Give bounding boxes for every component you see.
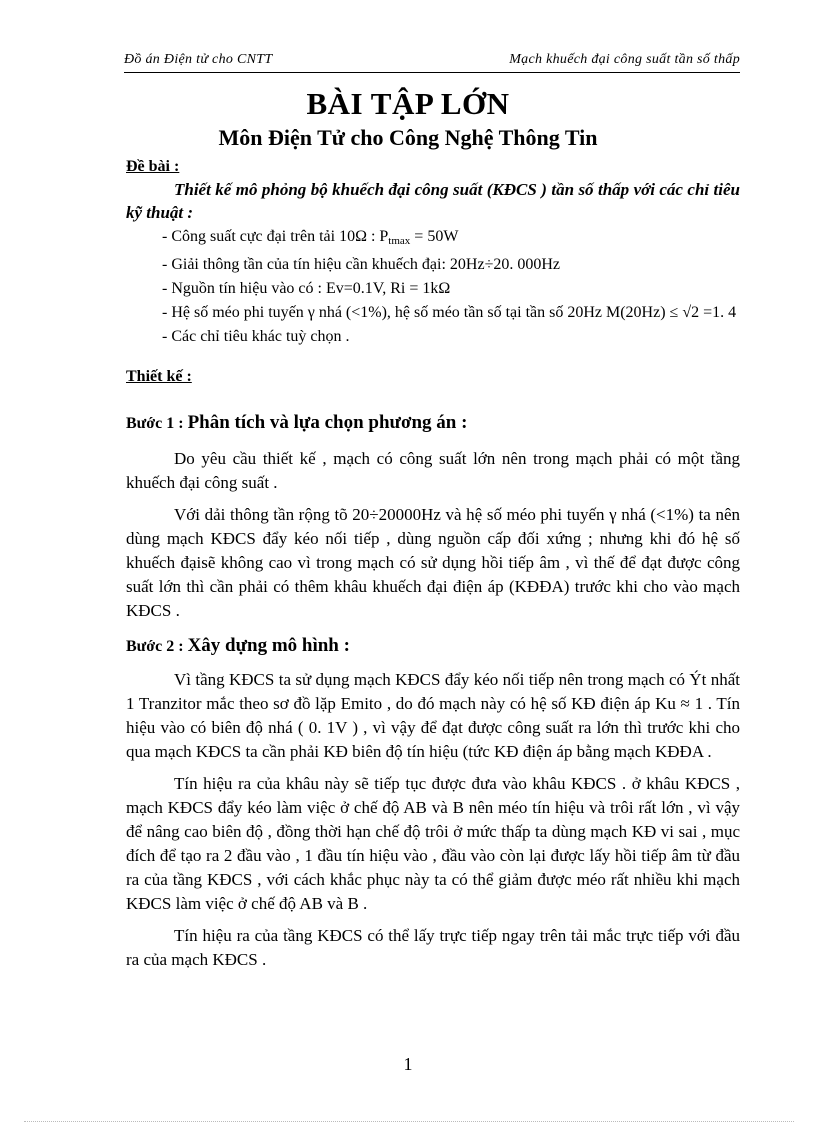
body-content	[126, 156, 740, 972]
problem-task: Thiết kế mô phỏng bộ khuếch đại công suất (KĐCS ) tần số thấp với các chỉ tiêu kỹ thuật :	[126, 180, 740, 222]
design-heading	[126, 366, 740, 388]
step-2-paragraph-2: Tín hiệu ra của khâu này sẽ tiếp tục được đưa vào khâu KĐCS . ở khâu KĐCS , mạch KĐCS đẩy kéo làm việc ở chế độ AB và B nên méo tín hiệu và trôi rất lớn , vì vậy để nâng cao biên độ , đồng thời hạn chế độ trôi ở mức thấp ta dùng mạch KĐ vi sai , mục đích để tạo ra 2 đầu vào , 1 đầu tín hiệu vào , đầu vào còn lại được lấy hồi tiếp âm từ đầu ra của tầng KĐCS , với cách khắc phục này ta có thể giảm được méo rất nhiều khi mạch KĐCS làm việc ở chế độ AB và B .	[126, 774, 740, 913]
spec-1-prefix: - Công suất cực đại trên tải 10Ω : P	[162, 228, 389, 245]
step-2-title: Xây dựng mô hình :	[187, 635, 350, 656]
page-subtitle: Môn Điện Tử cho Công Nghệ Thông Tin	[218, 125, 598, 150]
step-2-paragraph-1: Vì tầng KĐCS ta sử dụng mạch KĐCS đẩy kéo nối tiếp nên trong mạch có Ýt nhất 1 Tranzitor mắc theo sơ đồ lặp Emito , do đó mạch này có hệ số KĐ điện áp Ku ≈ 1 . Tín hiệu vào có biên độ nhá ( 0. 1V ) , vì vậy để đạt được công suất ra lớn thì trước khi cho qua mạch KĐCS ta cần phải KĐ biên độ tín hiệu (tức KĐ điện áp bằng mạch KĐĐA .	[126, 670, 740, 761]
spec-1-suffix: = 50W	[410, 228, 459, 245]
header-divider	[124, 72, 740, 73]
spec-1-subscript: tmax	[388, 235, 411, 247]
step-2-label: Bước 2 :	[126, 638, 188, 655]
header-left: Đồ án Điện tử cho CNTT	[124, 52, 273, 67]
page-title: BÀI TẬP LỚN	[306, 86, 510, 121]
spec-item-2: - Giải thông tần của tín hiệu cần khuếch đại: 20Hz÷20. 000Hz	[162, 256, 560, 273]
header-right: Mạch khuếch đại công suất tần số thấp	[509, 52, 740, 67]
problem-heading	[126, 156, 740, 178]
footer-divider	[24, 1121, 794, 1122]
design-heading-text: Thiết kế :	[126, 368, 192, 385]
spec-item-3: - Nguồn tín hiệu vào có : Ev=0.1V, Ri = 1kΩ	[162, 280, 451, 297]
page-number: 1	[403, 1054, 413, 1074]
spec-item-1	[126, 226, 740, 252]
step-2-heading	[126, 635, 740, 658]
problem-heading-text: Đề bài :	[126, 158, 180, 175]
spec-item-4: - Hệ số méo phi tuyến γ nhá (<1%), hệ số méo tần số tại tần số 20Hz M(20Hz) ≤ √2 =1. 4	[162, 304, 737, 321]
step-1-heading	[126, 412, 740, 435]
step-1-label: Bước 1 :	[126, 415, 188, 432]
step-1-paragraph-2: Với dải thông tần rộng tõ 20÷20000Hz và hệ số méo phi tuyến γ nhá (<1%) ta nên dùng mạch KĐCS đẩy kéo nối tiếp , dùng nguồn cấp đối xứng ; nhưng khi đó hệ số khuếch đạisẽ không cao vì trong mạch có sử dụng hồi tiếp âm , vì thế để đạt được công suất lớn thì cần phải có thêm khâu khuếch đại điện áp (KĐĐA) trước khi cho vào mạch KĐCS .	[126, 505, 740, 620]
step-1-paragraph-1: Do yêu cầu thiết kế , mạch có công suất lớn nên trong mạch phải có một tầng khuếch đại công suất .	[126, 449, 740, 492]
spec-item-5: - Các chỉ tiêu khác tuỳ chọn .	[162, 328, 350, 345]
step-1-title: Phân tích và lựa chọn phương án :	[187, 412, 468, 433]
step-2-paragraph-3: Tín hiệu ra của tầng KĐCS có thể lấy trực tiếp ngay trên tải mắc trực tiếp với đầu ra của mạch KĐCS .	[126, 926, 740, 969]
